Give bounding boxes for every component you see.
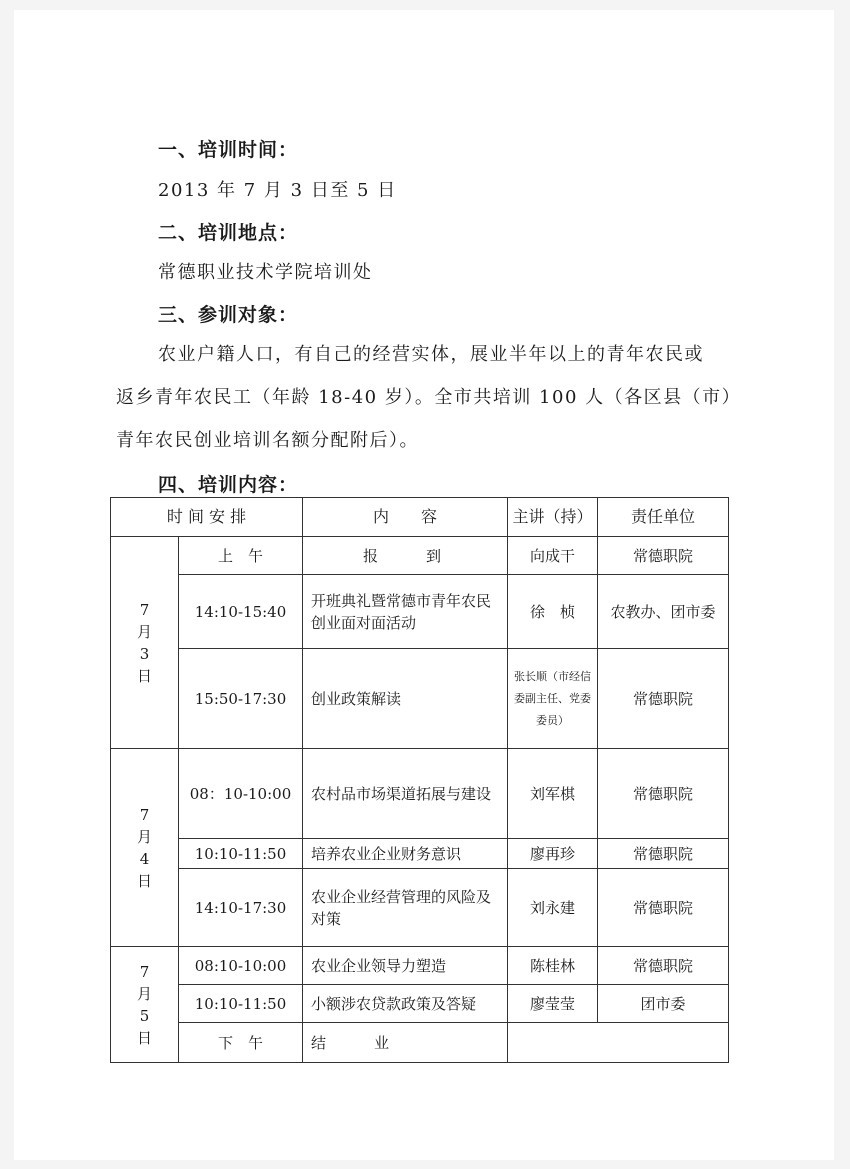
time-cell: 10:10-11:50 [179,839,303,869]
table-row [111,869,729,947]
content-cell: 创业政策解读 [303,649,508,749]
table-row [111,575,729,649]
day-label-3: 7 月 3 日 [111,537,179,749]
content-cell: 报 到 [303,537,508,575]
unit-cell: 团市委 [598,985,729,1023]
participants-line-2: 返乡青年农民工（年龄 18-40 岁）。全市共培训 100 人（各区县（市） [116,387,742,408]
content-cell: 农村品市场渠道拓展与建设 [303,749,508,839]
lecturer-cell: 张长顺（市经信委副主任、党委委员） [508,649,598,749]
lecturer-cell: 刘永建 [508,869,598,947]
header-time: 时 间 安 排 [111,498,303,537]
table-header-row [111,498,729,537]
section2-heading: 二、培训地点： [158,222,299,244]
participants-line-1: 农业户籍人口，有自己的经营实体，展业半年以上的青年农民或 [158,344,704,365]
section1-heading: 一、培训时间： [158,139,299,161]
content-cell: 农业企业领导力塑造 [303,947,508,985]
unit-cell: 农教办、团市委 [598,575,729,649]
lecturer-cell: 刘军棋 [508,749,598,839]
time-cell: 上 午 [179,537,303,575]
time-cell: 下 午 [179,1023,303,1063]
table-row [111,537,729,575]
table-row [111,749,729,839]
content-cell: 小额涉农贷款政策及答疑 [303,985,508,1023]
table-row [111,649,729,749]
time-cell: 15:50-17:30 [179,649,303,749]
section4-heading: 四、培训内容： [158,474,299,496]
content-cell: 开班典礼暨常德市青年农民创业面对面活动 [303,575,508,649]
lecturer-cell: 徐 桢 [508,575,598,649]
lecturer-cell: 陈桂林 [508,947,598,985]
training-time: 2013 年 7 月 3 日至 5 日 [158,180,397,201]
content-cell: 培养农业企业财务意识 [303,839,508,869]
empty-cell [508,1023,729,1063]
schedule-table [110,497,729,1063]
content-cell: 农业企业经营管理的风险及对策 [303,869,508,947]
content-cell: 结 业 [303,1023,508,1063]
table-row [111,1023,729,1063]
time-cell: 08：10-10:00 [179,749,303,839]
training-location: 常德职业技术学院培训处 [158,262,373,283]
unit-cell: 常德职院 [598,839,729,869]
table-row [111,947,729,985]
header-unit: 责任单位 [598,498,729,537]
time-cell: 14:10-17:30 [179,869,303,947]
unit-cell: 常德职院 [598,649,729,749]
lecturer-cell: 廖再珍 [508,839,598,869]
time-cell: 10:10-11:50 [179,985,303,1023]
lecturer-cell: 廖莹莹 [508,985,598,1023]
header-lecturer: 主讲（持） [508,498,598,537]
unit-cell: 常德职院 [598,749,729,839]
lecturer-cell: 向成干 [508,537,598,575]
participants-line-3: 青年农民创业培训名额分配附后）。 [116,430,419,451]
unit-cell: 常德职院 [598,537,729,575]
header-content: 内 容 [303,498,508,537]
time-cell: 14:10-15:40 [179,575,303,649]
unit-cell: 常德职院 [598,869,729,947]
table-row [111,839,729,869]
section3-heading: 三、参训对象： [158,304,299,326]
day-label-5: 7 月 5 日 [111,947,179,1063]
table-row [111,985,729,1023]
unit-cell: 常德职院 [598,947,729,985]
day-label-4: 7 月 4 日 [111,749,179,947]
time-cell: 08:10-10:00 [179,947,303,985]
